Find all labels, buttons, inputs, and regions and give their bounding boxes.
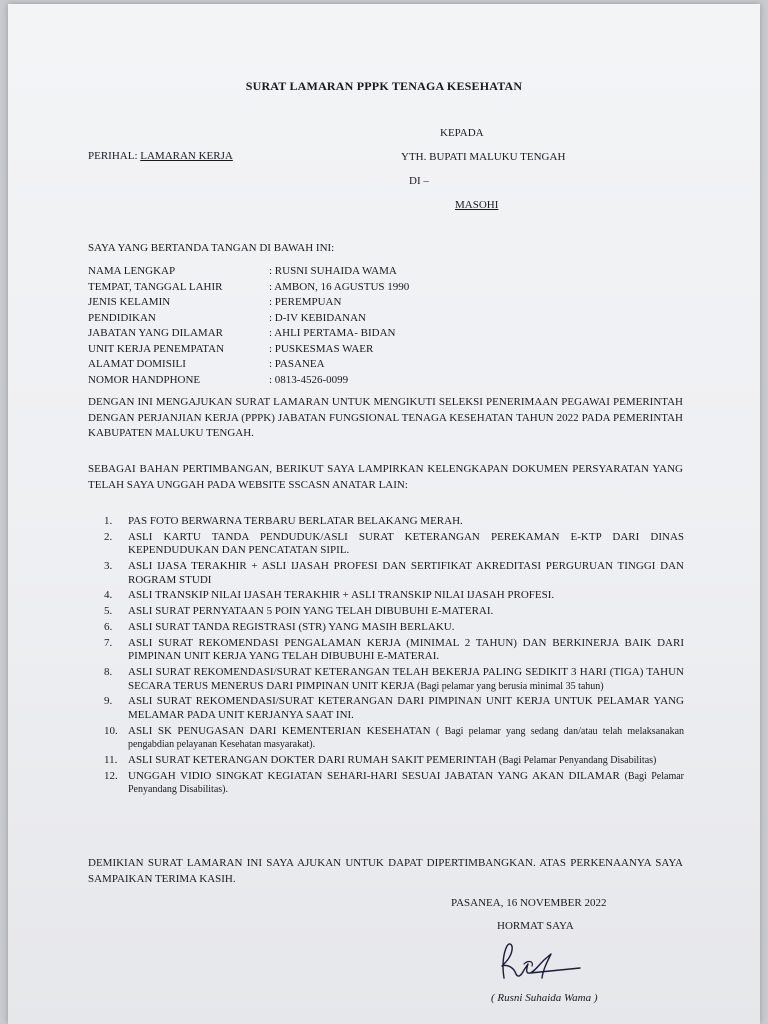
list-item [104,515,684,529]
item-number: 7. [104,636,113,649]
signer-name: ( Rusni Suhaida Wama ) [491,992,598,1004]
field-value: : D-IV KEBIDANAN [269,311,366,324]
item-note: (Bagi Pelamar Penyandang Disabilitas). [128,770,685,796]
item-text: ASLI SK PENUGASAN DARI KEMENTERIAN KESEHATAN [128,724,431,737]
item-number: 1. [104,515,113,527]
field-label: TEMPAT, TANGGAL LAHIR [88,280,223,293]
field-value: : 0813-4526-0099 [269,373,349,386]
list-item [104,621,684,635]
item-number: 6. [104,620,113,633]
field-value: : AMBON, 16 AGUSTUS 1990 [269,280,410,293]
item-note: ( Bagi pelamar yang sedang dan/atau telah melaksanakan pengabdian pelayanan Kesehatan masyarakat). [128,725,685,751]
item-number: 11. [104,753,118,766]
field-label: NOMOR HANDPHONE [88,373,201,386]
list-item [104,770,684,797]
field-value: : PEREMPUAN [269,296,342,308]
field-value: : RUSNI SUHAIDA WAMA [269,265,397,277]
field-label: ALAMAT DOMISILI [88,358,186,370]
list-item [104,725,684,752]
field-label: PENDIDIKAN [88,311,156,324]
field-value: : PASANEA [269,358,325,370]
list-item [104,666,684,693]
list-item [104,560,684,587]
item-number: 4. [104,589,113,602]
field-value: : PUSKESMAS WAER [269,342,374,355]
item-number: 8. [104,666,113,679]
item-text: ASLI IJASA TERAKHIR + ASLI IJASAH PROFESI DAN SERTIFIKAT AKREDITASI PERGURUAN TINGGI DAN ROGRAM STUDI [128,560,684,586]
closing-paragraph: DEMIKIAN SURAT LAMARAN INI SAYA AJUKAN UNTUK DAPAT DIPERTIMBANGKAN. ATAS PERKENAANYA SAYA SAMPAIKAN TERIMA KASIH. [88,857,683,885]
item-text: PAS FOTO BERWARNA TERBARU BERLATAR BELAKANG MERAH. [128,515,463,527]
item-text: UNGGAH VIDIO SINGKAT KEGIATAN SEHARI-HARI SESUAI JABATAN YANG AKAN DILAMAR [128,769,620,782]
perihal-label: PERIHAL: [88,150,138,162]
item-number: 12. [104,769,118,782]
field-label: NAMA LENGKAP [88,265,176,277]
item-note: (Bagi pelamar yang berusia minimal 35 tahun) [417,680,604,692]
recipient-city: MASOHI [455,199,499,211]
perihal [88,150,233,162]
item-text: ASLI KARTU TANDA PENDUDUK/ASLI SURAT KETERANGAN PEREKAMAN E-KTP DARI DINAS KEPENDUDUKAN DAN PENCATATAN SIPIL. [128,530,684,557]
perihal-value: LAMARAN KERJA [140,150,233,162]
field-value: : AHLI PERTAMA- BIDAN [269,327,396,339]
regards: HORMAT SAYA [497,920,574,932]
paragraph-attachments: SEBAGAI BAHAN PERTIMBANGAN, BERIKUT SAYA LAMPIRKAN KELENGKAPAN DOKUMEN PERSYARATAN YANG TELAH SAYA UNGGAH PADA WEBSITE SSCASN ANATAR LAIN: [88,463,683,491]
attachment-list [104,515,684,799]
list-item [104,754,684,768]
recipient: YTH. BUPATI MALUKU TENGAH [401,151,566,163]
item-text: ASLI TRANSKIP NILAI IJASAH TERAKHIR + ASLI TRANSKIP NILAI IJASAH PROFESI. [128,589,555,602]
field-label: JENIS KELAMIN [88,296,171,308]
place-date: PASANEA, 16 NOVEMBER 2022 [451,897,607,909]
list-item [104,605,684,619]
item-text: ASLI SURAT PERNYATAAN 5 POIN YANG TELAH DIBUBUHI E-MATERAI. [128,605,494,618]
item-number: 5. [104,605,113,618]
list-item [104,531,684,558]
item-number: 10. [104,724,118,737]
item-number: 3. [104,560,113,573]
field-label: UNIT KERJA PENEMPATAN [88,342,225,355]
item-number: 9. [104,695,113,708]
item-number: 2. [104,530,113,543]
item-note: (Bagi Pelamar Penyandang Disabilitas) [498,754,657,766]
list-item [104,637,684,664]
intro-line: SAYA YANG BERTANDA TANGAN DI BAWAH INI: [88,242,335,254]
field-label: JABATAN YANG DILAMAR [88,327,223,339]
list-item [104,695,684,722]
item-text: ASLI SURAT KETERANGAN DOKTER DARI RUMAH SAKIT PEMERINTAH [128,753,497,766]
paragraph-application: DENGAN INI MENGAJUKAN SURAT LAMARAN UNTUK MENGIKUTI SELEKSI PENERIMAAN PEGAWAI PEMERINTAH DENGAN PERJANJIAN KERJA (PPPK) JABATAN FUNGSIONAL TENAGA KESEHATAN TAHUN 2022 PADA PEMERINTAH KABUPATEN MALUKU TENGAH. [88,396,683,439]
list-item [104,589,684,603]
recipient-di: DI – [409,175,429,187]
kepada-label: KEPADA [440,127,484,139]
item-text: ASLI SURAT REKOMENDASI/SURAT KETERANGAN TELAH BEKERJA PALING SEDIKIT 3 HARI (TIGA) TAHUN SECARA TERUS MENERUS DARI PIMPINAN UNIT KERJA [128,666,684,692]
signature-image [494,940,586,986]
item-text: ASLI SURAT TANDA REGISTRASI (STR) YANG MASIH BERLAKU. [128,620,455,633]
item-text: ASLI SURAT REKOMENDASI PENGALAMAN KERJA (MINIMAL 2 TAHUN) DAN BERKINERJA BAIK DARI PIMPINAN UNIT KERJA YANG TELAH DIBUBUHI E-MATERAI. [128,636,684,663]
letter-title: SURAT LAMARAN PPPK TENAGA KESEHATAN [245,79,523,93]
item-text: ASLI SURAT REKOMENDASI/SURAT KETERANGAN DARI PIMPINAN UNIT KERJA UNTUK PELAMAR YANG MELAMAR PADA UNIT KERJANYA SAAT INI. [128,695,684,721]
